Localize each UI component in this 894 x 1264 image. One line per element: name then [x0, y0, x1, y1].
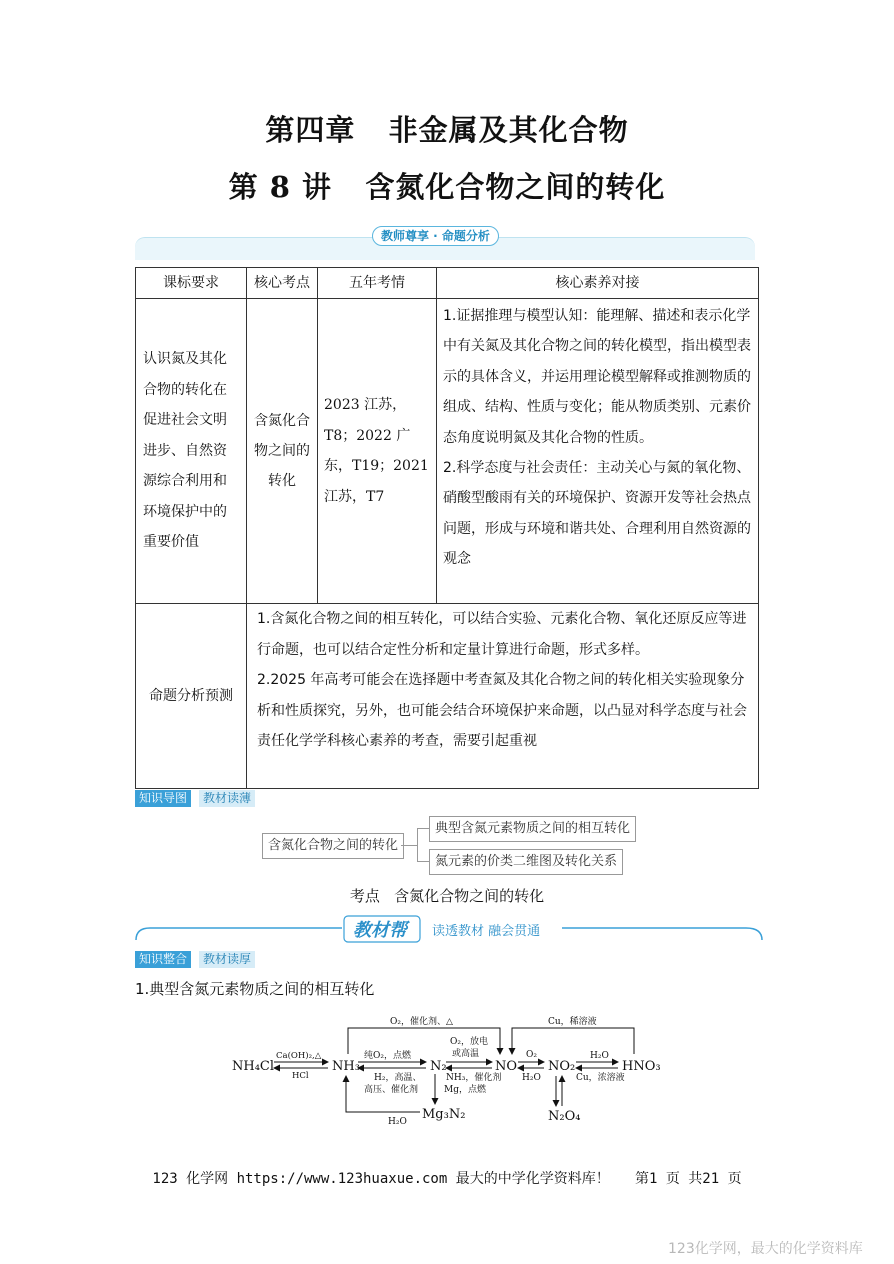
watermark: 123化学网，最大的化学资料库: [668, 1241, 863, 1257]
lecture-title: 第 8 讲 含氮化合物之间的转化: [228, 170, 666, 204]
cond-cu-dil: Cu，稀溶液: [548, 1017, 597, 1027]
mindmap-connector: [401, 845, 417, 846]
literacy-item-1: 1.证据推理与模型认知：能理解、描述和表示化学中有关氮及其化合物之间的转化模型，指出模型表示的具体含义，并运用理论模型解释或推测物质的组成、结构、性质与变化；能从物质类别、元素价态角度说明氮及其化合物的性质。: [443, 308, 751, 446]
cond-o2: O₂: [526, 1050, 537, 1060]
chapter-title: 第四章 非金属及其化合物: [265, 113, 629, 147]
species-n2o4: N₂O₄: [548, 1109, 581, 1124]
five-years-cell: 2023 江苏，T8；2022 广东，T19；2021 江苏，T7: [318, 299, 437, 604]
cond-hcl: HCl: [292, 1071, 309, 1081]
cond-h2o-mg: H₂O: [388, 1117, 407, 1127]
cond-mg: Mg，点燃: [444, 1085, 486, 1095]
species-hno3: HNO₃: [622, 1059, 661, 1074]
species-mg3n2: Mg₃N₂: [422, 1107, 466, 1122]
table-header-row: [136, 268, 759, 299]
cond-top: O₂，催化剂、△: [390, 1017, 453, 1027]
species-no: NO: [495, 1059, 518, 1074]
textbook-help-subtitle: 读透教材 融会贯通: [432, 924, 541, 939]
mindmap-root: 含氮化合物之间的转化: [262, 833, 404, 859]
cond-h2: H₂，高温、: [374, 1073, 422, 1083]
table-header: 核心素养对接: [437, 268, 759, 299]
textbook-help-title: 教材帮: [353, 920, 407, 941]
species-n2: N₂: [430, 1059, 447, 1074]
forecast-label-cell: 命题分析预测: [136, 604, 247, 789]
cond-o2-discharge: O₂，放电: [450, 1037, 488, 1047]
tag-read-thin: 教材读薄: [199, 790, 255, 807]
cond-cu-conc: Cu，浓溶液: [576, 1073, 625, 1083]
table-header: 核心考点: [247, 268, 318, 299]
cond-nh3-cat: NH₃，催化剂: [446, 1073, 502, 1083]
table-row: [136, 299, 759, 604]
mindmap-connector: [417, 828, 418, 862]
literacy-cell: [437, 299, 759, 604]
cond-h2o-2: H₂O: [590, 1051, 609, 1061]
core-point-cell: 含氮化合物之间的转化: [247, 299, 318, 604]
forecast-cell: [247, 604, 759, 789]
table-header: 五年考情: [318, 268, 437, 299]
tag-read-thick: 教材读厚: [199, 951, 255, 968]
tag-knowledge-map: 知识导图: [135, 790, 191, 807]
mindmap-branch-1: 典型含氮元素物质之间的相互转化: [429, 816, 636, 842]
page-footer: 123 化学网 https://www.123huaxue.com 最大的中学化学资料库！ 第1 页 共21 页: [152, 1171, 742, 1187]
cond-pure-o2: 纯O₂，点燃: [364, 1051, 411, 1061]
species-nh3: NH₃: [332, 1059, 360, 1074]
cond-high-temp: 或高温: [452, 1049, 480, 1059]
requirement-cell: 认识氮及其化合物的转化在促进社会文明进步、自然资源综合利用和环境保护中的重要价值: [136, 299, 247, 604]
literacy-item-2: 2.科学态度与社会责任：主动关心与氮的氧化物、硝酸型酸雨有关的环境保护、资源开发等社会热点问题，形成与环境和谐共处、合理利用自然资源的观念: [443, 460, 751, 568]
tag-knowledge-integration: 知识整合: [135, 951, 191, 968]
section-title: 1.典型含氮元素物质之间的相互转化: [135, 980, 375, 998]
species-no2: NO₂: [548, 1059, 576, 1074]
analysis-table: [135, 267, 759, 789]
nitrogen-conversion-diagram: [230, 1008, 670, 1128]
mindmap-connector: [417, 828, 429, 829]
table-row: [136, 604, 759, 789]
forecast-item-2: 2.2025 年高考可能会在选择题中考查氮及其化合物之间的转化相关实验现象分析和性质探究，另外，也可能会结合环境保护来命题，以凸显对科学态度与社会责任化学学科核心素养的考查，需要引起重视: [257, 672, 747, 749]
exam-point-title: 考点 含氮化合物之间的转化: [349, 887, 545, 905]
mindmap-branch-2: 氮元素的价类二维图及转化关系: [429, 849, 623, 875]
mindmap-connector: [417, 861, 429, 862]
table-header: 课标要求: [136, 268, 247, 299]
banner-teacher-label: 教师尊享 · 命题分析: [372, 226, 499, 246]
cond-h2b: 高压、催化剂: [364, 1085, 419, 1095]
species-nh4cl: NH₄Cl: [232, 1059, 275, 1074]
forecast-item-1: 1.含氮化合物之间的相互转化，可以结合实验、元素化合物、氧化还原反应等进行命题，也可以结合定性分析和定量计算进行命题，形式多样。: [257, 611, 747, 658]
cond-h2o: H₂O: [522, 1073, 541, 1083]
cond-caoh2: Ca(OH)₂,△: [276, 1051, 322, 1061]
